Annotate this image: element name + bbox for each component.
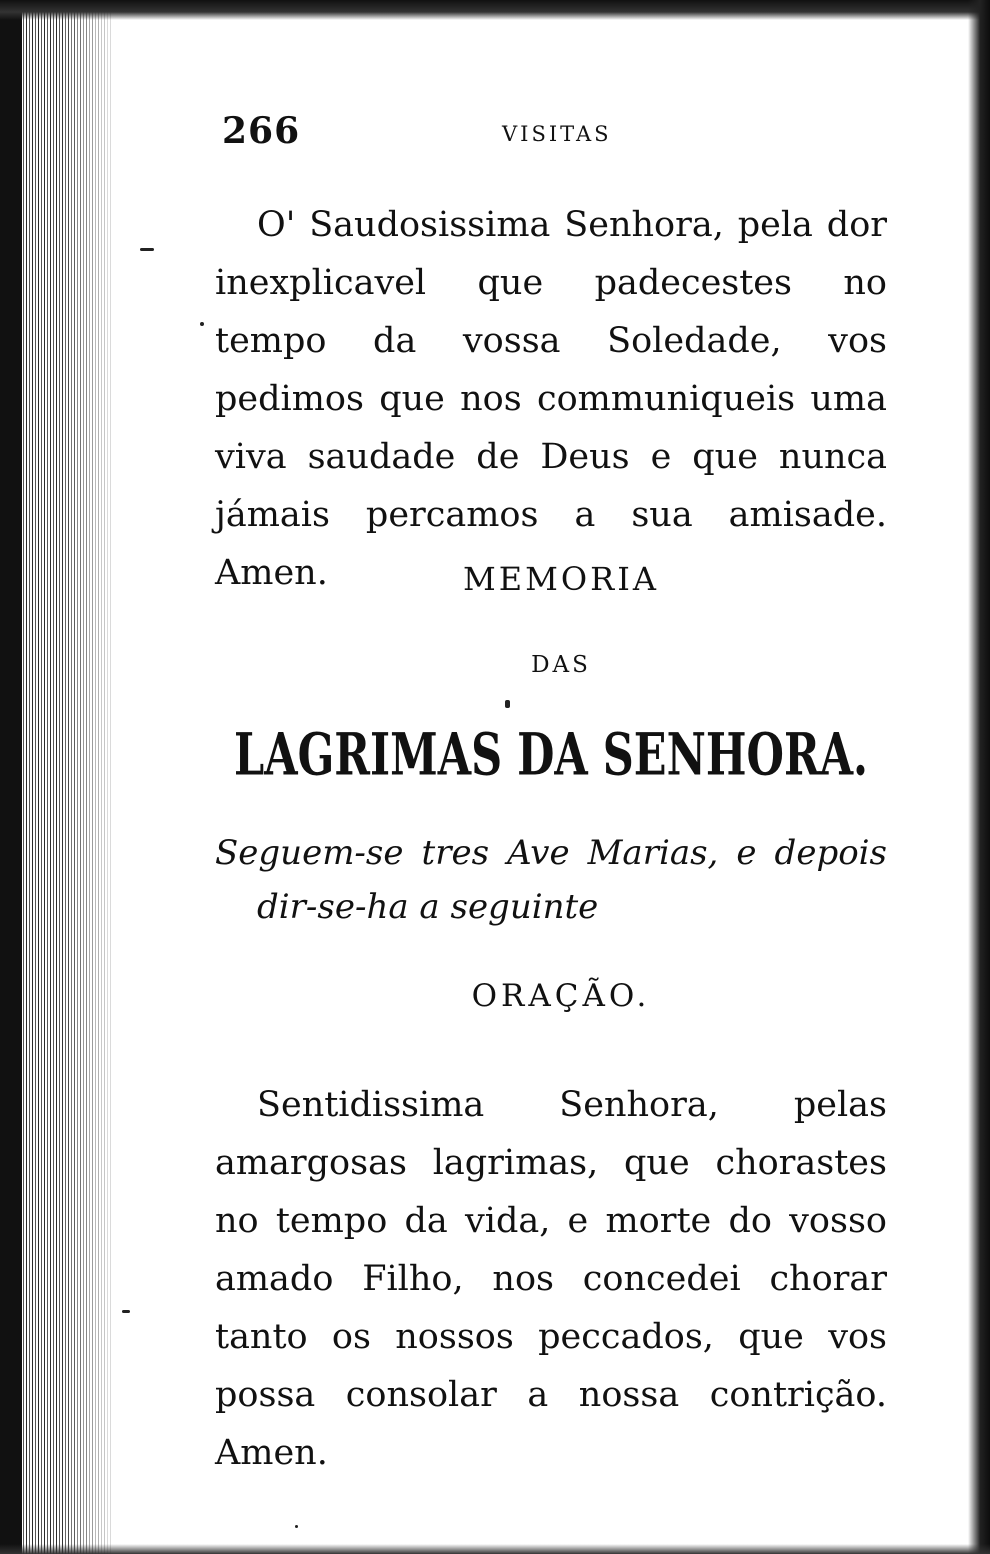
- page-number: 266: [222, 110, 301, 152]
- right-page-edge: [968, 0, 990, 1554]
- ink-speck: [295, 1525, 298, 1528]
- running-title: VISITAS: [502, 122, 612, 146]
- running-head: [222, 110, 882, 160]
- paragraph-saudosissima: O' Saudosissima Senhora, pela dor inexplicavel que padecestes no tempo da vossa Soledade, vos pedimos que nos communiqueis uma viva saudade de Deus e que nunca jámais percamos a sua amisade. Amen.: [215, 205, 887, 593]
- top-scan-edge: [0, 0, 990, 20]
- ink-speck: [140, 248, 154, 251]
- section-title-lagrimas: LAGRIMAS DA SENHORA.: [233, 722, 869, 790]
- rubric-instruction: [215, 826, 887, 934]
- paragraph-sentidissima: Sentidissima Senhora, pelas amargosas lagrimas, que chorastes no tempo da vida, e morte do vosso amado Filho, nos concedei chorar tanto os nossos peccados, que vos possa consolar a nossa contrição. Amen.: [215, 1085, 887, 1473]
- binding-shadow: [0, 0, 22, 1554]
- section-heading-das: DAS: [531, 652, 591, 678]
- ink-speck: [122, 1310, 130, 1313]
- prayer-heading: ORAÇÃO.: [471, 978, 651, 1014]
- rubric-line-1: Seguem-se tres Ave Marias, e depois: [215, 833, 887, 873]
- section-heading-memoria: MEMORIA: [463, 560, 659, 598]
- gutter-fade: [60, 0, 112, 1554]
- rubric-line-2: dir-se-ha a seguinte: [257, 887, 599, 927]
- ink-speck: [200, 322, 204, 326]
- bottom-scan-edge: [0, 1544, 990, 1554]
- ink-speck: [505, 700, 510, 708]
